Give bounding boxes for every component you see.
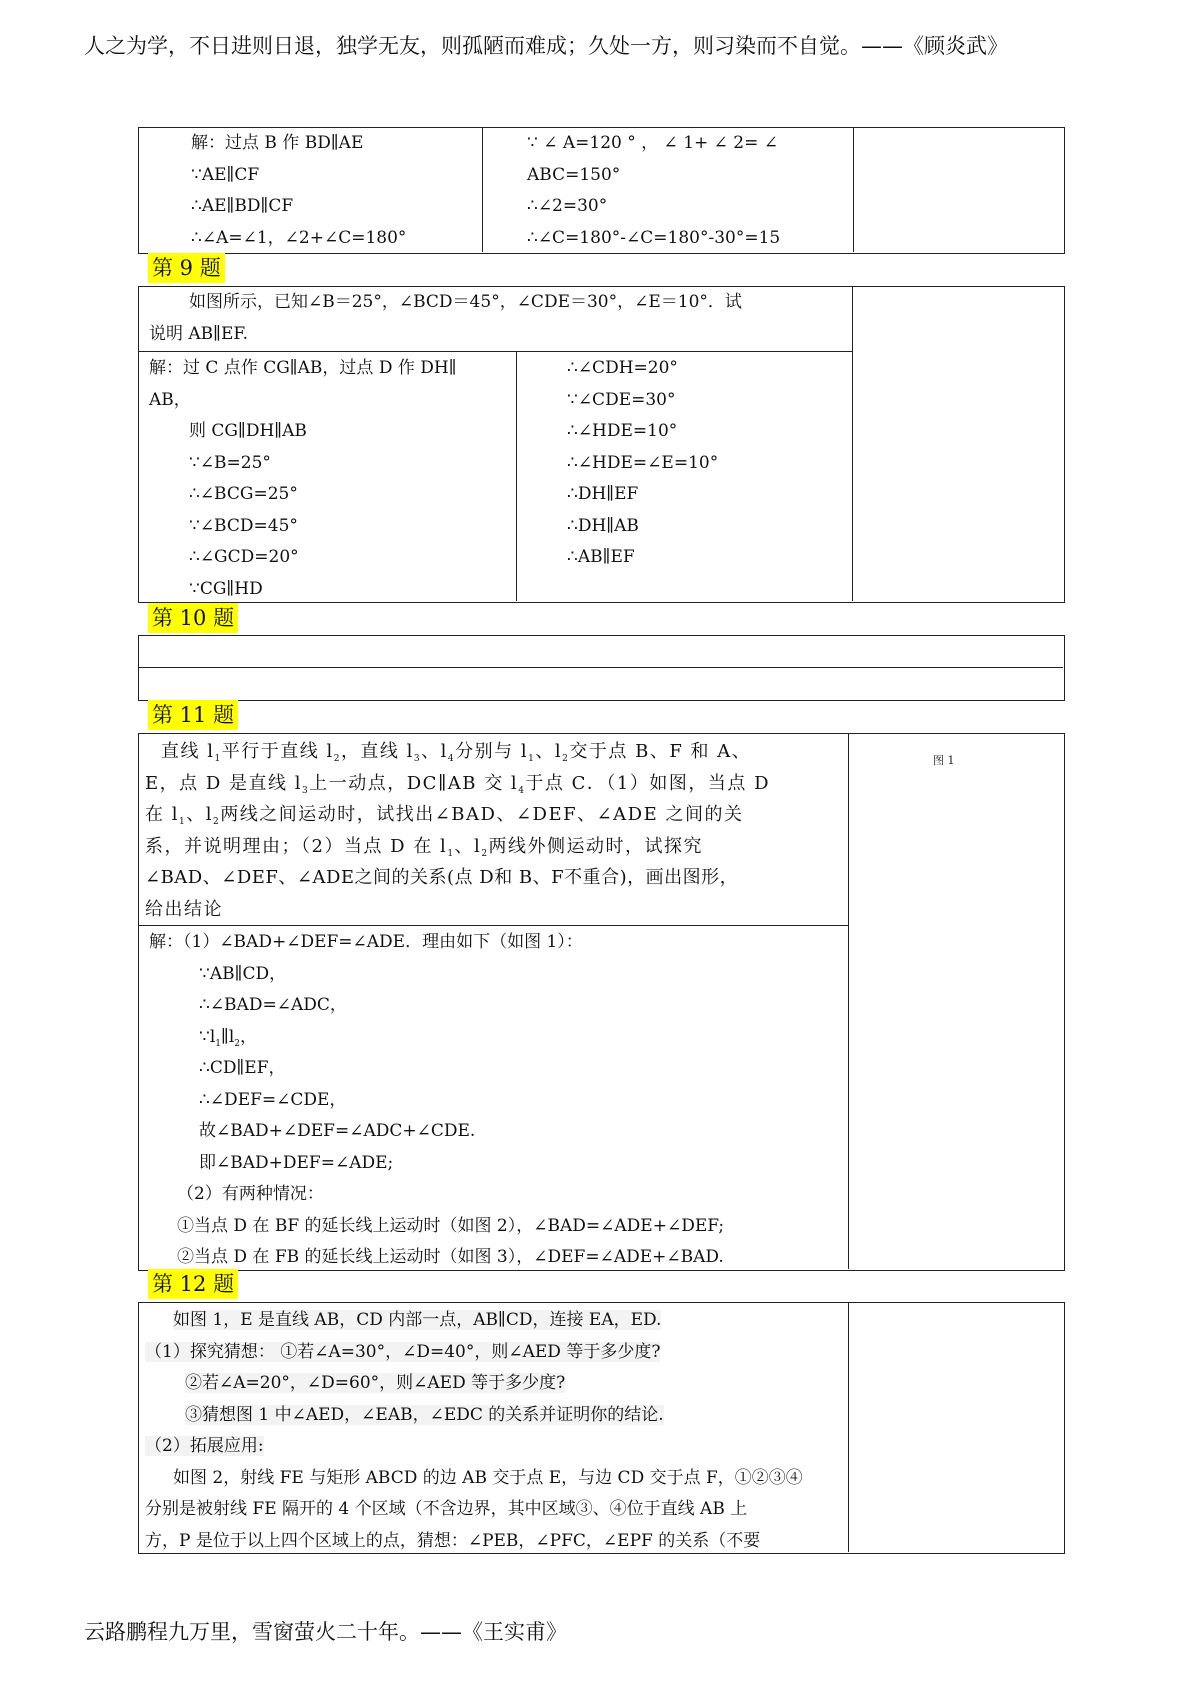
question-12-problem: 如图 1，E 是直线 AB，CD 内部一点，AB∥CD，连接 EA，ED. （1）探究猜想： ①若∠A=30°，∠D=40°，则∠AED 等于多少度? ②若∠A=20°，∠D=60°，则∠AED 等于多少度? ③猜想图 1 中∠AED，∠EAB，∠EDC 的关系并证明你的结论. （2）拓展应用: 如图 2，射线 FE 与矩形 ABCD 的边 AB 交于点 E，与边 CD 交于点 F，①②③④ 分别是被射线 FE 隔开的 4 个区域（不含边界，其中区域③、④位于直线 AB 上 方，P 是位于以上四个区域上的点，猜想：∠PEB，∠PFC，∠EPF 的关系（不要 — [145, 1310, 803, 1551]
question-9-table — [138, 286, 1065, 603]
question-9-solution-right: ∴∠CDH=20° ∵∠CDE=30° ∴∠HDE=10° ∴∠HDE=∠E=10° ∴DH∥EF ∴DH∥AB ∴AB∥EF — [567, 358, 719, 567]
question-9-problem: 如图所示，已知∠B＝25°，∠BCD＝45°，∠CDE＝30°，∠E＝10°．试 说明 AB∥EF. — [149, 292, 742, 344]
question-11-label: 第 11 题 — [148, 700, 238, 730]
question-9-label: 第 9 题 — [148, 253, 225, 283]
question-10-table — [138, 635, 1065, 701]
prev-solution-table — [138, 127, 1065, 254]
question-12-table — [138, 1302, 1065, 1554]
problem-line-2: E，点 D 是直线 $l_3$上一动点，DC∥AB 交 $l_4$于点 C．（1）如图，当点 D — [145, 772, 771, 796]
question-12-label: 第 12 题 — [148, 1269, 238, 1299]
figure-1-caption: 图 1 — [933, 754, 955, 767]
footer-quote: 云路鹏程九万里，雪窗萤火二十年。——《王实甫》 — [84, 1620, 567, 1644]
problem-line-6: 给出结论 — [145, 898, 223, 920]
prev-solution-right: ∵ ∠ A=120 ° ， ∠ 1+ ∠ 2= ∠ ABC=150° ∴∠2=30° ∴∠C=180°-∠C=180°-30°=15 — [527, 133, 781, 248]
question-11-problem — [145, 736, 770, 925]
question-11-table — [138, 733, 1065, 1271]
problem-line-4: 系，并说明理由；（2）当点 D 在 $l_1$、$l_2$两线外侧运动时，试探究 — [145, 835, 704, 859]
question-9-solution-left: 解：过 C 点作 CG∥AB，过点 D 作 DH∥ AB， 则 CG∥DH∥AB ∵∠B=25° ∴∠BCG=25° ∵∠BCD=45° ∴∠GCD=20° ∵CG∥HD — [149, 358, 457, 599]
header-quote: 人之为学，不日进则日退，独学无友，则孤陋而难成；久处一方，则习染而不自觉。——《顾炎武》 — [84, 34, 1008, 58]
prev-solution-left: 解：过点 B 作 BD∥AE ∵AE∥CF ∴AE∥BD∥CF ∴∠A=∠1，∠2+∠C=180° — [191, 133, 407, 248]
problem-line-1: 直线 $l_1$平行于直线 $l_2$，直线 $l_3$、$l_4$分别与 $l_1$、$l_2$交于点 B、F 和 A、 — [161, 741, 752, 764]
question-10-label: 第 10 题 — [148, 603, 238, 633]
question-11-solution: 解：（1）∠BAD+∠DEF=∠ADE．理由如下（如图 1）： ∵AB∥CD， ∴∠BAD=∠ADC， $\because l_1\parallel l_2$， ∴CD∥EF， ∴∠DEF=∠CDE， 故∠BAD+∠DEF=∠ADC+∠CDE. 即∠BAD+DEF=∠ADE; （2）有两种情况： ①当点 D 在 BF 的延长线上运动时（如图 2），∠BAD=∠ADE+∠DEF; ②当点 D 在 FB 的延长线上运动时（如图 3），∠DEF=∠ADE+∠BAD. — [149, 932, 725, 1267]
problem-line-3: 在 $l_1$、$l_2$两线之间运动时，试找出∠BAD、∠DEF、∠ADE 之间的关 — [145, 804, 744, 827]
problem-line-5: ∠BAD、∠DEF、∠ADE之间的关系(点 D和 B、F不重合)，画出图形， — [145, 867, 739, 888]
